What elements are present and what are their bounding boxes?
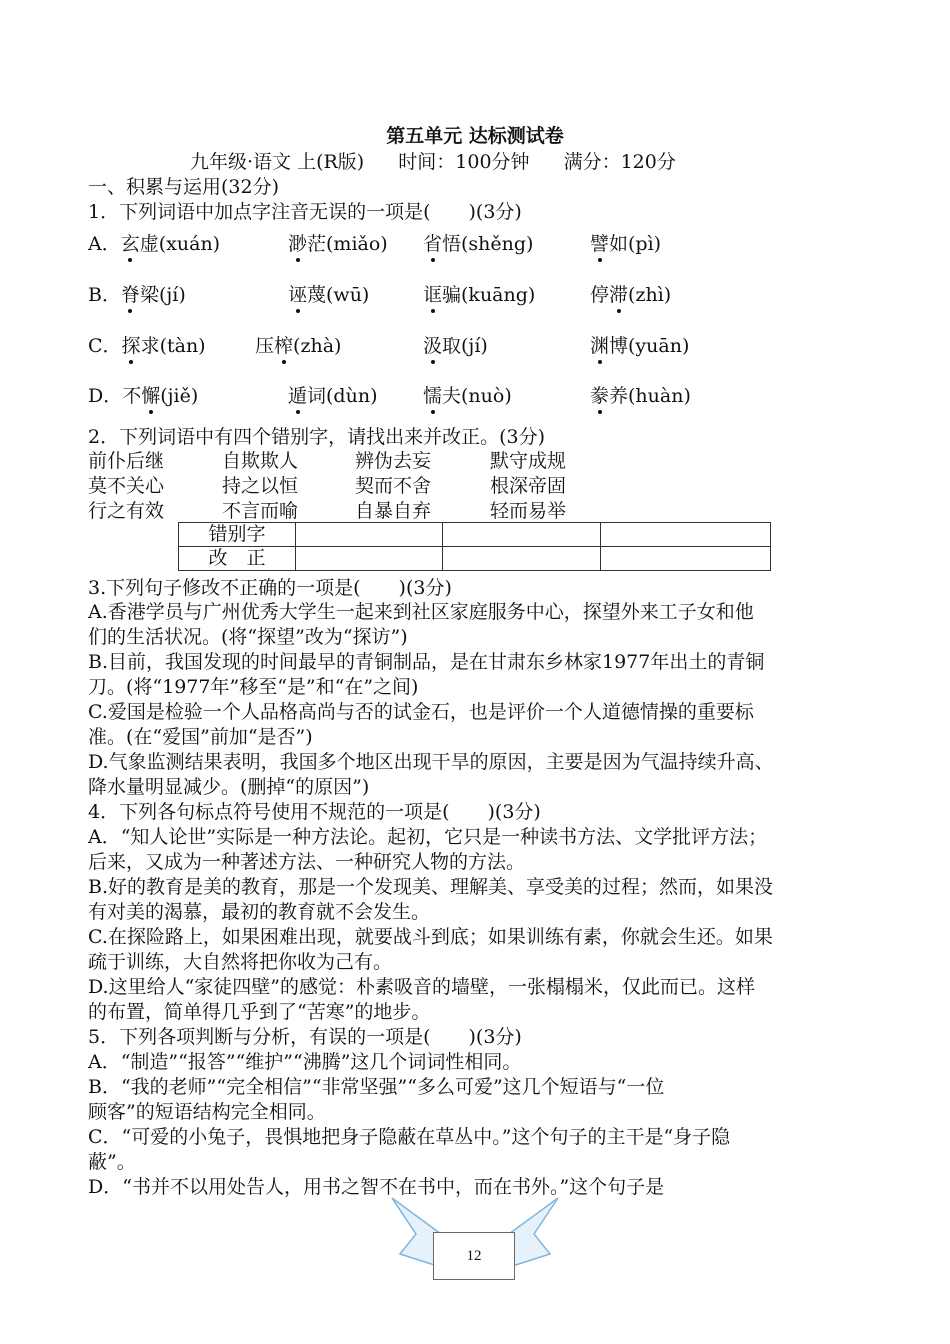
question-5-line: C．“可爱的小兔子，畏惧地把身子隐蔽在草丛中。”这个句子的主干是“身子隐: [88, 1126, 731, 1148]
emphasized-char: 脊: [120, 284, 140, 306]
answer-cell[interactable]: [601, 547, 771, 571]
emphasized-char: 譬: [590, 233, 610, 255]
option-text: C．: [88, 335, 122, 357]
option-text: 压: [255, 335, 275, 357]
section-heading: 一、积累与运用(32分): [88, 176, 280, 198]
question-3-line: C.爱国是检验一个人品格高尚与否的试金石，也是评价一个人道德情操的重要标: [88, 701, 754, 723]
question-3-line: 准。(在“爱国”前加“是否”): [88, 726, 313, 748]
option-text: 取(jí): [442, 335, 488, 357]
emphasized-char: 遁: [288, 385, 308, 407]
question-5-line: A．“制造”“报答”“维护”“沸腾”这几个词词性相同。: [88, 1051, 522, 1073]
emphasized-char: 探: [121, 335, 141, 357]
emphasized-char: 豢: [590, 385, 610, 407]
option-word: [590, 334, 689, 358]
emphasized-char: 滞: [609, 284, 629, 306]
option-word: [423, 334, 488, 358]
word-item: 不言而喻: [222, 500, 299, 522]
option-text: B．: [88, 284, 121, 306]
answer-cell[interactable]: [296, 547, 443, 571]
option-text: 骗(kuāng): [442, 284, 536, 306]
question-4-line: C.在探险路上，如果困难出现，就要战斗到底；如果训练有素，你就会生还。如果: [88, 926, 773, 948]
question-1-stem: 1．下列词语中加点字注音无误的一项是( )(3分): [88, 201, 522, 223]
word-item: 莫不关心: [88, 475, 165, 497]
word-item: 前仆后继: [88, 450, 165, 472]
question-3-line: 们的生活状况。(将“探望”改为“探访”): [88, 626, 408, 648]
exam-info: [190, 150, 704, 174]
question-3-line: B.目前，我国发现的时间最早的青铜制品，是在甘肃东乡林家1977年出土的青铜: [88, 651, 765, 673]
option-text: 悟(shěng): [442, 233, 534, 255]
word-item: 根深帝固: [490, 475, 567, 497]
option-text: 梁(jí): [139, 284, 186, 306]
option-text: 求(tàn): [140, 335, 206, 357]
option-word: [88, 384, 198, 408]
option-text: 夫(nuò): [442, 385, 512, 407]
question-5-line: 顾客”的短语结构完全相同。: [88, 1101, 326, 1123]
emphasized-char: 榨: [274, 335, 294, 357]
word-item: 默守成规: [490, 450, 567, 472]
emphasized-char: 玄: [120, 233, 140, 255]
question-4-line: B.好的教育是美的教育，那是一个发现美、理解美、享受美的过程；然而，如果没: [88, 876, 774, 898]
question-5-line: B．“我的老师”“完全相信”“非常坚强”“多么可爱”这几个短语与“一位: [88, 1076, 665, 1098]
question-5-line: 蔽”。: [88, 1151, 136, 1173]
option-text: 虚(xuán): [139, 233, 221, 255]
grade-label: 九年级·语文 上(R版): [190, 151, 365, 173]
question-4-line: 疏于训练，大自然将把你收为己有。: [88, 951, 393, 973]
question-5-stem: 5．下列各项判断与分析，有误的一项是( )(3分): [88, 1026, 522, 1048]
option-word: [423, 283, 535, 307]
option-text: 蔑(wū): [307, 284, 370, 306]
question-4-line: D.这里给人“家徒四壁”的感觉：朴素吸音的墙壁，一张榻榻米，仅此而已。这样: [88, 976, 756, 998]
answer-cell[interactable]: [601, 523, 771, 547]
option-word: [288, 283, 369, 307]
question-4-stem: 4．下列各句标点符号使用不规范的一项是( )(3分): [88, 801, 541, 823]
question-3-line: A.香港学员与广州优秀大学生一起来到社区家庭服务中心，探望外来工子女和他: [88, 601, 754, 623]
question-3-stem: 3.下列句子修改不正确的一项是( )(3分): [88, 577, 452, 599]
correction-table: [178, 522, 771, 571]
answer-cell[interactable]: [443, 523, 601, 547]
question-4-line: 的布置，简单得几乎到了“苦寒”的地步。: [88, 1001, 431, 1023]
score-label: 满分：120分: [563, 151, 676, 173]
option-word: [590, 283, 671, 307]
word-item: 自欺欺人: [222, 450, 299, 472]
option-text: (zhà): [293, 335, 342, 357]
option-word: [88, 334, 206, 358]
question-3-line: D.气象监测结果表明，我国多个地区出现干旱的原因，主要是因为气温持续升高、: [88, 751, 774, 773]
emphasized-char: 渺: [288, 233, 308, 255]
option-text: (zhì): [628, 284, 672, 306]
table-row: [179, 523, 771, 547]
question-4-line: A．“知人论世”实际是一种方法论。起初，它只是一种读书方法、文学批评方法；: [88, 826, 768, 848]
question-4-line: 后来，又成为一种著述方法、一种研究人物的方法。: [88, 851, 526, 873]
table-row: [179, 547, 771, 571]
option-text: 茫(miǎo): [307, 233, 388, 255]
option-word: [288, 384, 377, 408]
word-item: 轻而易举: [490, 500, 567, 522]
option-text: D．不: [88, 385, 142, 407]
question-5-line: D．“书并不以用处告人，用书之智不在书中，而在书外。”这个句子是: [88, 1176, 665, 1198]
option-word: [423, 232, 533, 256]
option-word: [590, 232, 661, 256]
option-word: [590, 384, 691, 408]
wrong-char-label: 错别字: [179, 523, 296, 547]
emphasized-char: 诬: [288, 284, 308, 306]
word-item: 契而不舍: [355, 475, 432, 497]
option-text: 词(dùn): [307, 385, 378, 407]
question-4-line: 有对美的渴慕，最初的教育就不会发生。: [88, 901, 431, 923]
correction-label: 改 正: [179, 547, 296, 571]
emphasized-char: 诓: [423, 284, 443, 306]
question-3-line: 刀。(将“1977年”移至“是”和“在”之间): [88, 676, 419, 698]
question-3-line: 降水量明显减少。(删掉“的原因”): [88, 776, 370, 798]
option-word: [288, 232, 388, 256]
emphasized-char: 懦: [423, 385, 443, 407]
page-title: 第五单元 达标测试卷: [386, 125, 564, 147]
question-2-stem: 2．下列词语中有四个错别字，请找出来并改正。(3分): [88, 426, 546, 448]
option-word: [88, 283, 186, 307]
answer-cell[interactable]: [443, 547, 601, 571]
option-word: [255, 334, 341, 358]
option-text: 如(pì): [609, 233, 662, 255]
option-text: 博(yuān): [609, 335, 690, 357]
emphasized-char: 汲: [423, 335, 443, 357]
emphasized-char: 渊: [590, 335, 610, 357]
word-item: 辨伪去妄: [355, 450, 432, 472]
option-word: [423, 384, 512, 408]
word-item: 行之有效: [88, 500, 165, 522]
page-number: 12: [433, 1232, 515, 1280]
option-text: 停: [590, 284, 610, 306]
option-text: 养(huàn): [609, 385, 691, 407]
emphasized-char: 懈: [141, 385, 161, 407]
word-item: 自暴自弃: [355, 500, 432, 522]
time-label: 时间：100分钟: [398, 151, 530, 173]
emphasized-char: 省: [423, 233, 443, 255]
option-text: A．: [88, 233, 121, 255]
answer-cell[interactable]: [296, 523, 443, 547]
word-item: 持之以恒: [222, 475, 299, 497]
option-word: [88, 232, 220, 256]
option-text: (jiě): [160, 385, 199, 407]
